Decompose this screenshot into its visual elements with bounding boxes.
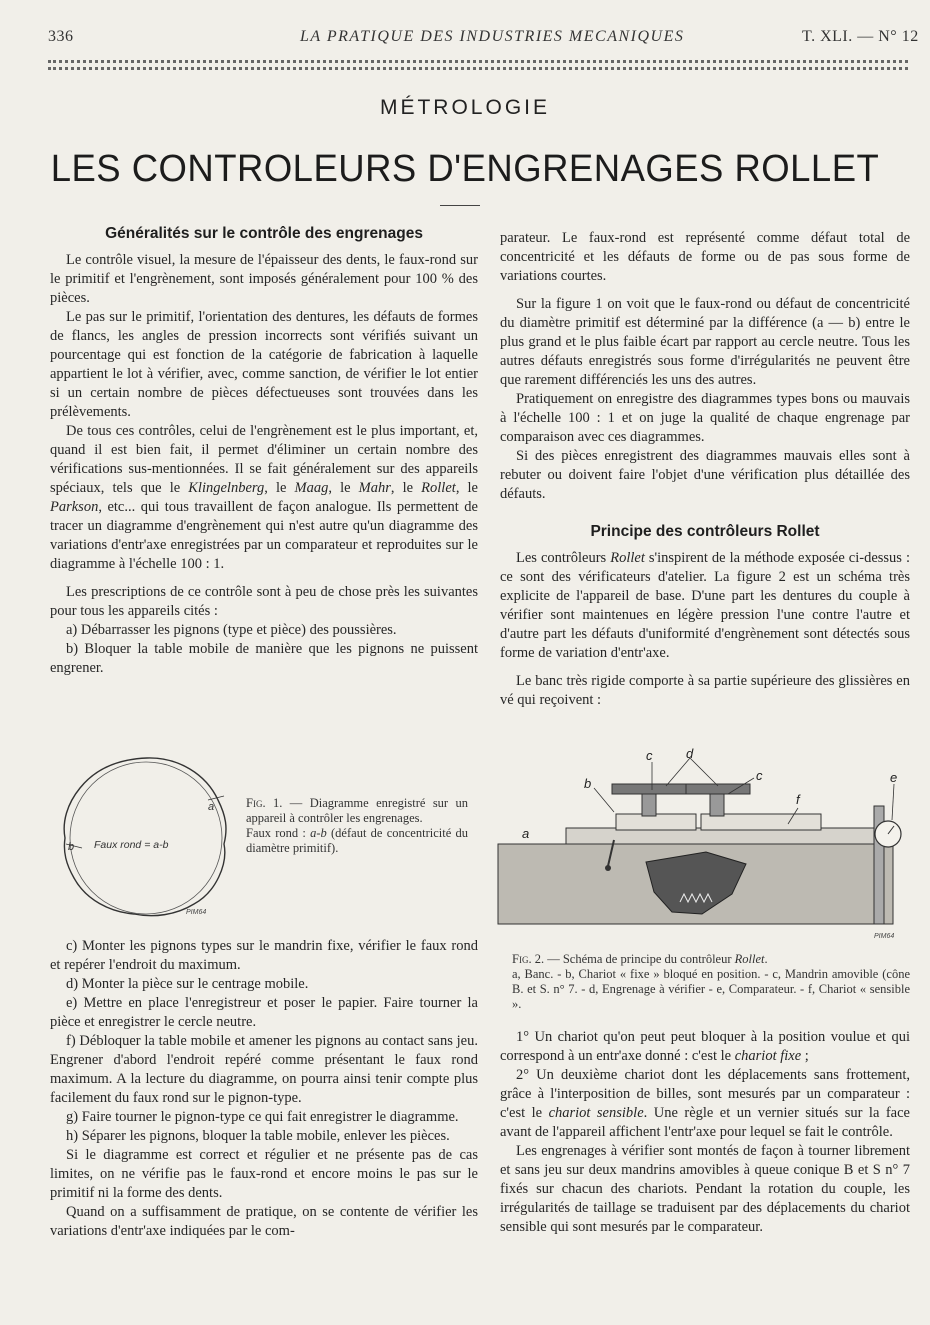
gear-1 xyxy=(612,784,686,794)
paragraph: Les engrenages à vérifier sont montés de façon à tourner librement et sans jeu sur deux mandrins amovibles à queue conique B et S n° 7 fixés sur chacun des chariots. Pendant la rotation du couple, les irrégularités de taillage se traduisent par des déplacements du chariot sensible qui sont mesurés par le comparateur. xyxy=(500,1143,910,1235)
list-item xyxy=(500,1028,910,1066)
caption-text: — Diagramme enregistré sur un appareil à contrôler les engrenages. xyxy=(246,796,469,825)
heading-principe: Principe des contrôleurs Rollet xyxy=(590,523,820,540)
text-run: chariot sensible xyxy=(548,1105,644,1121)
text-run: Parkson xyxy=(50,499,99,515)
figure-2-diagram xyxy=(496,744,910,942)
text-run: , le xyxy=(455,480,478,496)
list-item: c) Monter les pignons types sur le mandrin fixe, vérifier le faux rond et repérer l'endroit du maximum. xyxy=(50,938,478,973)
label-b: b xyxy=(584,776,592,791)
text-run: , le xyxy=(264,480,295,496)
label-a: a xyxy=(522,826,530,841)
text-run: s'inspirent de la méthode exposée ci-dessus : ce sont des vérificateurs d'atelier. La figure 2 est un schéma très explicite de l'appareil de base. D'une part les dentures du couple à vérifier sont maintenues en légère pression l'une contre l'autre et d'autre part les défauts d'uniformité d'engrènement sont détectés sous forme de variation d'entr'axe. xyxy=(500,550,910,661)
paragraph: Si des pièces enregistrent des diagrammes mauvais elles sont à rebuter ou doivent faire l'objet d'une vérification plus détaillée des défauts. xyxy=(500,448,910,502)
left-column-top xyxy=(50,224,478,678)
neutral-circle xyxy=(70,762,222,914)
label-c2: c xyxy=(756,768,763,783)
title-rule xyxy=(440,205,480,206)
paragraph: Le banc très rigide comporte à sa partie supérieure des glissières en vé qui reçoivent : xyxy=(500,673,910,708)
list-item: h) Séparer les pignons, bloquer la table mobile, enlever les pièces. xyxy=(66,1128,450,1144)
paragraph xyxy=(500,549,910,663)
issue-number: T. XLI. — N° 12 xyxy=(802,28,919,45)
list-item xyxy=(500,1066,910,1142)
right-column-bottom xyxy=(500,1028,910,1237)
leader-d2 xyxy=(690,758,718,786)
diagram-trace xyxy=(64,758,226,916)
label-a: a xyxy=(208,801,215,813)
paragraph: Sur la figure 1 on voit que le faux-rond ou défaut de concentricité du diamètre primitif est déterminé par la différence (a — b) entre le plus grand et le plus faible écart par rapport au cercle neutre. Tous les autres défauts enregistrés sous forme d'irrégularités ne peuvent être que rarement différenciés les uns des autres. xyxy=(500,296,910,388)
text-run: , le xyxy=(328,480,359,496)
paragraph: Quand on a suffisamment de pratique, on se contente de vérifier les variations d'entr'axe indiquées par le com- xyxy=(50,1204,478,1239)
text-run: , le xyxy=(390,480,422,496)
label-d: d xyxy=(686,746,694,761)
caption-fig-label: Fig. 1. xyxy=(246,796,283,810)
text-run: , etc... qui tous travaillent de façon analogue. Ils permettent de tracer un diagramme d'engrènement qui n'est autre qu'un diagramme des variations d'entr'axe enregistrées par un comparateur et reproduites sur le diagramme à l'échelle 100 : 1. xyxy=(50,499,478,572)
text-run: ; xyxy=(801,1048,809,1064)
mandrel-2 xyxy=(710,792,724,816)
caption-text: Rollet xyxy=(734,952,765,966)
mandrel-1 xyxy=(642,792,656,816)
list-item: b) Bloquer la table mobile de manière que les pignons ne puissent engrener. xyxy=(50,641,478,676)
caption-text: (défaut de concentricité du diamètre primitif). xyxy=(246,826,468,855)
caption-legend: a, Banc. - b, Chariot « fixe » bloqué en position. - c, Mandrin amovible (cône B. et S. n° 7. - d, Engrenage à vérifier - e, Comparateur. - f, Chariot « sensible ». xyxy=(512,967,910,1011)
figure-1-caption xyxy=(246,796,468,856)
list-item: e) Mettre en place l'enregistreur et poser le papier. Faire tourner la pièce et enregistrer le cercle neutre. xyxy=(50,995,478,1030)
leader-d1 xyxy=(666,758,690,786)
lever-knob xyxy=(605,865,611,871)
text-run: . Une règle et un vernier situés sur la face avant de l'appareil affichent l'entr'axe pour lequel se fait le contrôle. xyxy=(500,1105,910,1140)
text-run: De tous ces contrôles, celui de l'engrènement est le plus important, et, quand il est bien fait, il permet d'éliminer un certain nombre des vérifications sus-mentionnées. Il se fait généralement sur des appareils spéciaux, tels que le xyxy=(50,423,478,496)
list-item: g) Faire tourner le pignon-type ce qui fait enregistrer le diagramme. xyxy=(66,1109,459,1125)
text-run: chariot fixe xyxy=(734,1048,802,1064)
label-e: e xyxy=(890,770,898,785)
figure-1-diagram xyxy=(58,752,236,920)
leader-e xyxy=(892,784,894,820)
caption-text: Faux rond : xyxy=(246,826,311,840)
text-run: Rollet xyxy=(610,550,645,566)
page-number: 336 xyxy=(48,28,74,45)
paragraph: Le pas sur le primitif, l'orientation des dentures, les défauts de formes de flancs, les angles de pression incorrects sont vérifiés suivant un pourcentage qui est fonction de la catégorie de fabrication à laquelle appartient le lot à vérifier, avec, comme sanction, de vérifier le lot entier si un certain nombre de pièces défectueuses sont trouvées dans les prélèvements. xyxy=(50,309,478,420)
article-title: LES CONTROLEURS D'ENGRENAGES ROLLET xyxy=(50,148,880,190)
caption-fig-label: Fig. 2. xyxy=(512,952,545,966)
text-run: 2° Un deuxième chariot dont les déplacements sans frottement, grâce à l'interposition de billes, sont mesurés par un comparateur : c'est le xyxy=(500,1067,910,1121)
leader-b xyxy=(594,788,614,812)
text-run: Les contrôleurs xyxy=(516,550,611,566)
text-run: Mahr xyxy=(358,480,391,496)
caption-text: — Schéma de principe du contrôleur xyxy=(544,952,735,966)
paragraph: parateur. Le faux-rond est représenté comme défaut total de concentricité et les défauts de forme ou de pas sous forme de variations courtes. xyxy=(500,230,910,284)
figure-credit: PIM64 xyxy=(186,909,207,916)
list-item: f) Débloquer la table mobile et amener les pignons au contact sans jeu. Engrener d'abord l'endroit repéré comme présentant le faux rond maximum. A la lecture du diagramme, on pourra ainsi tenir compte plus facilement du faux rond sur le pignon-type. xyxy=(50,1033,478,1106)
section-label: MÉTROLOGIE xyxy=(379,96,551,119)
list-item: a) Débarrasser les pignons (type et pièce) des poussières. xyxy=(66,622,397,638)
paragraph: Pratiquement on enregistre des diagrammes types bons ou mauvais à l'échelle 100 : 1 et on juge la qualité de chaque engrenage par comparaison avec ces diagrammes. xyxy=(500,391,910,445)
paragraph: Le contrôle visuel, la mesure de l'épaisseur des dents, le faux-rond sur le primitif et l'engrènement, sont imposés généralement pour 100 % des pièces. xyxy=(50,252,478,306)
text-run: Klingelnberg xyxy=(188,480,265,496)
label-f: f xyxy=(796,792,800,807)
figure-credit: PIM64 xyxy=(874,933,895,940)
header-rule-2 xyxy=(48,67,908,70)
header-rule xyxy=(48,60,908,63)
label-c1: c xyxy=(646,748,653,763)
list-item: d) Monter la pièce sur le centrage mobile. xyxy=(66,976,309,992)
right-column-top xyxy=(500,229,910,710)
text-run: Maag xyxy=(294,480,329,496)
caption-text: a-b xyxy=(310,826,327,840)
paragraph: Si le diagramme est correct et régulier et ne présente pas de cas limites, on ne vérifie pas le faux-rond et encore moins le pas sur le primitif ni la forme des dents. xyxy=(50,1147,478,1201)
paragraph: Les prescriptions de ce contrôle sont à peu de chose près les suivantes pour tous les appareils cités : xyxy=(50,584,478,619)
text-run: Rollet xyxy=(421,480,456,496)
heading-generalites: Généralités sur le contrôle des engrenages xyxy=(105,225,423,242)
faux-rond-label: Faux rond = a-b xyxy=(94,839,169,851)
text-run: 1° Un chariot qu'on peut peut bloquer à la position voulue et qui correspond à un entr'axe donné : c'est le xyxy=(500,1029,910,1064)
paragraph xyxy=(50,422,478,574)
figure-2-caption: Fig. 2. — Schéma de principe du contrôleur Rollet. a, Banc. - b, Chariot « fixe » bloqué en position. - c, Mandrin amovible (cône B. et S. n° 7. - d, Engrenage à vérifier - e, Comparateur. - f, Chariot « sensible ». xyxy=(512,952,910,1011)
journal-title: LA PRATIQUE DES INDUSTRIES MECANIQUES xyxy=(300,28,685,45)
left-column-bottom xyxy=(50,937,478,1241)
label-b: b xyxy=(68,841,75,853)
